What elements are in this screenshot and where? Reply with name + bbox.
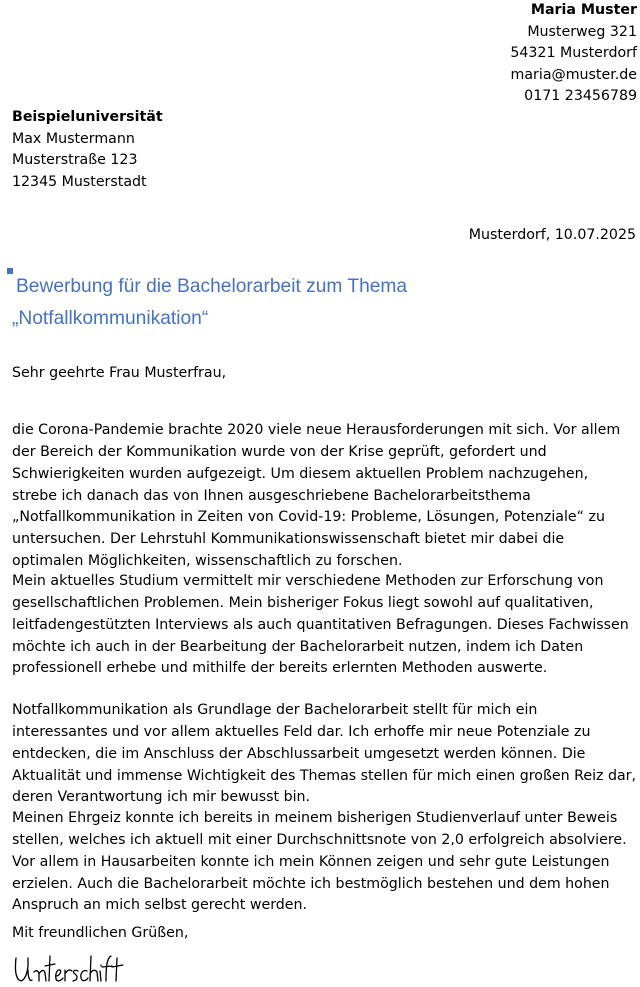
recipient-address-block — [12, 107, 163, 193]
sender-street: Musterweg 321 — [527, 23, 637, 40]
subject-line-2: „Notfallkommunikation“ — [12, 308, 209, 329]
recipient-organization: Beispieluniversität — [12, 109, 163, 125]
letter-date: Musterdorf, 10.07.2025 — [468, 227, 636, 243]
paragraph-3: Notfallkommunikation als Grundlage der Bachelorarbeit stellt für mich ein interessantes und vor allem aktuelles Feld dar. Ich erhoffe mir neue Potenziale zu entdecken, die im Anschluss der Abschlussarbeit umgesetzt werden können. Die Aktualität und immense Wichtigkeit des Themas stellen für mich einen großen Reiz dar, deren Verantwortung ich mir bewusst bin. — [12, 702, 637, 806]
handwritten-signature — [12, 950, 132, 987]
sender-name: Maria Muster — [530, 2, 637, 18]
closing: Mit freundlichen Grüßen, — [12, 925, 189, 941]
sender-city: 54321 Musterdorf — [510, 45, 637, 62]
sender-address-block — [510, 0, 637, 108]
subject-marker — [7, 268, 13, 274]
subject-line-1: Bewerbung für die Bachelorarbeit zum Thema — [16, 276, 408, 297]
subject-heading — [12, 271, 616, 335]
paragraph-4: Meinen Ehrgeiz konnte ich bereits in meinem bisherigen Studienverlauf unter Beweis stellen, welches ich aktuell mit einer Durchschnittsnote von 2,0 erfolgreich absolviere. Vor allem in Hausarbeiten konnte ich mein Können zeigen und sehr gute Leistungen erzielen. Auch die Bachelorarbeit möchte ich bestmöglich bestehen und dem hohen Anspruch an mich selbst gerecht werden. — [12, 810, 627, 914]
paragraph-1: die Corona-Pandemie brachte 2020 viele neue Herausforderungen mit sich. Vor allem der Bereich der Kommunikation wurde von der Krise geprüft, gefordert und Schwierigkeiten wurden aufgezeigt. Um diesem aktuellen Problem nachzugehen, strebe ich danach das von Ihnen ausgeschriebene Bachelorarbeitsthema „Notfallkommunikation in Zeiten von Covid-19: Probleme, Lösungen, Potenziale“ zu untersuchen. Der Lehrstuhl Kommunikationswissenschaft bietet mir dabei die optimalen Möglichkeiten, wissenschaftlich zu forschen. — [12, 422, 621, 569]
sender-email: maria@muster.de — [510, 66, 637, 83]
salutation: Sehr geehrte Frau Musterfrau, — [12, 365, 227, 381]
paragraph-2: Mein aktuelles Studium vermittelt mir verschiedene Methoden zur Erforschung von gesellschaftlichen Problemen. Mein bisheriger Fokus liegt sowohl auf qualitativen, leitfadengestützten Interviews als auch quantitativen Befragungen. Dieses Fachwissen möchte ich auch in der Bearbeitung der Bachelorarbeit nutzen, indem ich Daten professionell erhebe und mithilfe der bereits erlernten Methoden auswerte. — [12, 573, 629, 677]
recipient-name: Max Mustermann — [12, 130, 135, 147]
sender-phone: 0171 23456789 — [524, 88, 637, 105]
recipient-street: Musterstraße 123 — [12, 152, 138, 169]
recipient-city: 12345 Musterstadt — [12, 173, 147, 190]
